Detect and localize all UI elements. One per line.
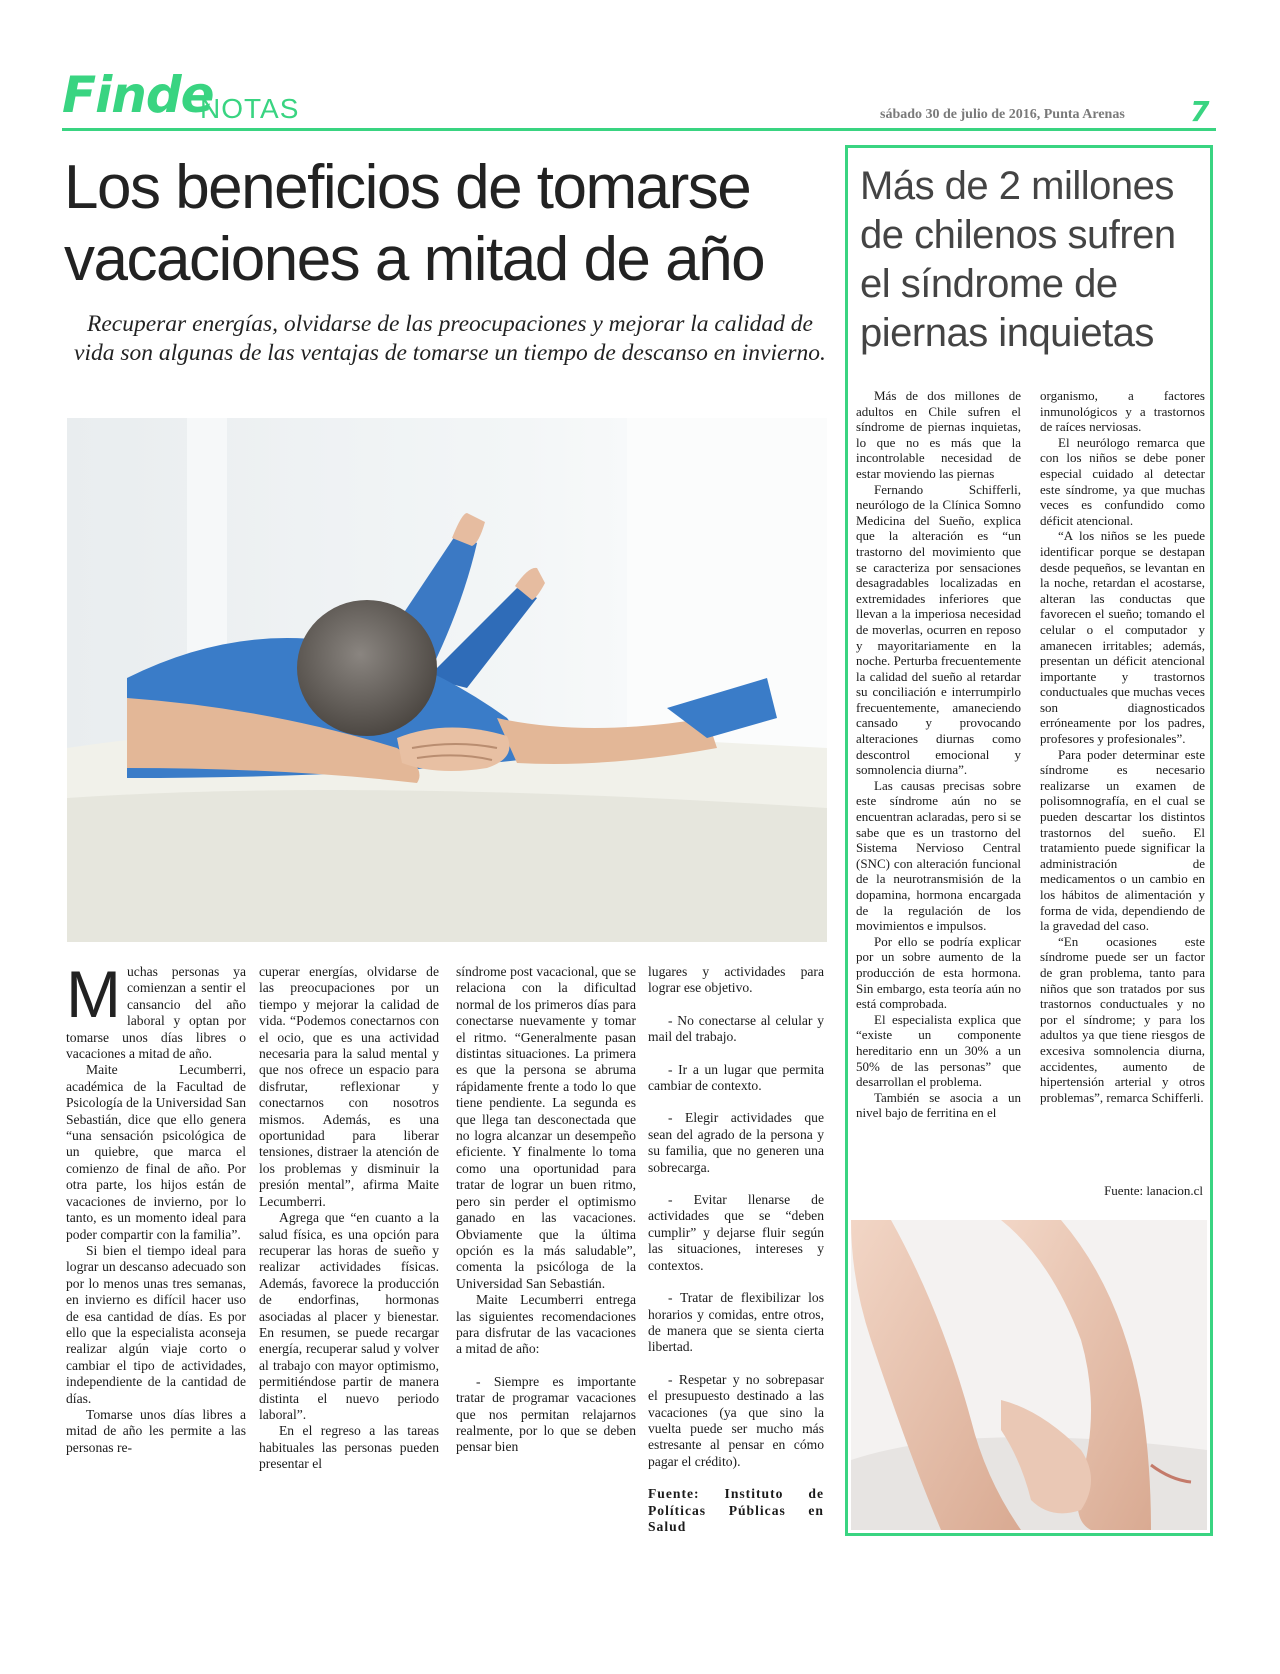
recommendation-item: - Evitar llenarse de actividades que se “deben cumplir” y dejarse fluir según las situaciones, intereses y contextos. (648, 1192, 824, 1273)
sidebar-column-2 (1040, 388, 1205, 1105)
article-column-4 (648, 964, 824, 1535)
article-column-2 (259, 964, 439, 1473)
recommendation-item: - No conectarse al celular y mail del trabajo. (648, 1012, 824, 1045)
article-headline: Los beneficios de tomarse vacaciones a mitad de año (64, 153, 765, 294)
article-photo (67, 418, 827, 942)
paragraph: Las causas precisas sobre este síndrome aún no se encuentran aclaradas, pero si se sabe que es un trastorno del Sistema Nervioso Central (SNC) con alteración funcional de la neurotransmisión de la dopamina, hormona encargada de la regulación de los movimientos e impulsos. (856, 777, 1021, 934)
legs-illustration (851, 1220, 1207, 1530)
paragraph: Maite Lecumberri entrega las siguientes recomendaciones para disfrutar de las vacaciones a mitad de año: (456, 1292, 636, 1357)
paragraph: Más de dos millones de adultos en Chile sufren el síndrome de piernas inquietas, lo que no es más que la incontrolable necesidad de estar moviendo las piernas (856, 388, 1021, 481)
paragraph: En el regreso a las tareas habituales las personas pueden presentar el (259, 1423, 439, 1472)
section-label: NOTAS (200, 93, 300, 124)
article-column-3 (456, 964, 636, 1456)
paragraph: Agrega que “en cuanto a la salud física, es una opción para recuperar las horas de sueño y realizar actividades físicas. Además, favorece la producción de endorfinas, hormonas asociadas al placer y bienestar. En resumen, se puede recargar energía, recuperar salud y volver al trabajo con mayor optimismo, permitiéndose partir de manera distinta el nuevo periodo laboral”. (259, 1210, 439, 1422)
paragraph: Si bien el tiempo ideal para lograr un descanso adecuado son por lo menos unas tres semanas, en invierno es difícil hacer uso de esa cantidad de días. Es por ello que la especialista aconseja realizar algún viaje corto o cambiar el tipo de actividades, independiente de la cantidad de días. (66, 1242, 246, 1406)
paragraph: Maite Lecumberri, académica de la Facultad de Psicología de la Universidad San Sebastián, dice que ello genera “una sensación psicológica de un quiebre, que marca el comienzo de final de año. Por otra parte, los hijos están de vacaciones de invierno, por lo tanto, es un momento ideal para poder compartir con la familia”. (66, 1062, 246, 1242)
header-rule (62, 128, 1216, 131)
paragraph: Tomarse unos días libres a mitad de año les permite a las personas re- (66, 1406, 246, 1455)
recommendation-item: - Tratar de flexibilizar los horarios y comidas, entre otros, de manera que se sienta cierta libertad. (648, 1290, 824, 1355)
paragraph: lugares y actividades para lograr ese objetivo. (648, 964, 824, 996)
paragraph: Por ello se podría explicar por un sobre aumento de la producción de esta hormona. Sin embargo, esta teoría aún no está comprobada. (856, 933, 1021, 1012)
paragraph: organismo, a factores inmunológicos y a trastornos de raíces nerviosas. (1040, 388, 1205, 435)
paragraph: Para poder determinar este síndrome es necesario realizarse un examen de polisomnografía, en el cual se pueden descartar los distintos trastornos del sueño. El tratamiento puede significar la administración de medicamentos o un cambio en los hábitos de alimentación y forma de vida, dependiendo de la gravedad del caso. (1040, 746, 1205, 934)
paragraph: “En ocasiones este síndrome puede ser un factor de gran problema, tanto para niños que son tratados por sus trastornos conductuales y no por el síndrome; y para los adultos ya que tiene riesgos de excesiva somnolencia diurna, accidentes, aumento de hipertensión arterial y otros problemas”, remarca Schifferli. (1040, 933, 1205, 1105)
paragraph: cuperar energías, olvidarse de las preocupaciones por un tiempo y mejorar la calidad de vida. “Podemos conectarnos con el ocio, que es una actividad necesaria para la salud mental y que nos ofrece un espacio para disfrutar, reflexionar y conectarnos con nosotros mismos. Además, es una oportunidad para liberar tensiones, distraer la atención de los problemas y disminuir la presión mental”, afirma Maite Lecumberri. (259, 964, 439, 1209)
relaxing-man-illustration (67, 418, 827, 942)
recommendation-item: - Respetar y no sobrepasar el presupuesto destinado a las vacaciones (ya que sino la vuelta puede ser mucho más estresante al pensar en cómo pagar el crédito). (648, 1371, 824, 1469)
paragraph: También se asocia a un nivel bajo de ferritina en el (856, 1089, 1021, 1121)
paragraph: El especialista explica que “existe un componente hereditario enn un 30% a un 50% de las personas” que desarrollan el problema. (856, 1011, 1021, 1090)
page-number: 7 (1190, 95, 1210, 128)
dateline: sábado 30 de julio de 2016, Punta Arenas (880, 107, 1125, 122)
paragraph: síndrome post vacacional, que se relaciona con la dificultad normal de los primeros días para conectarse nuevamente y tomar el ritmo. “Generalmente pasan distintas situaciones. La primera es que la persona se abruma rápidamente frente a todo lo que tiene pendiente. La segunda es que llega tan desconectada que no logra alcanzar un desempeño eficiente. Y finalmente lo toma como una oportunidad para tratar de lograr un buen ritmo, pero sin perder el optimismo ganado en las vacaciones. Obviamente que la última opción es la más saludable”, comenta la psicóloga de la Universidad San Sebastián. (456, 964, 636, 1291)
recommendation-item: - Elegir actividades que sean del agrado de la persona y su familia, que no generen una sobrecarga. (648, 1110, 824, 1175)
paragraph: uchas personas ya comienzan a sentir el cansancio del año laboral y optan por tomarse unos días libres o vacaciones a mitad de año. (66, 964, 246, 1062)
paragraph: Fernando Schifferli, neurólogo de la Clínica Somno Medicina del Sueño, explica que la alteración es “un trastorno del movimiento que se caracteriza por sensaciones desagradables localizadas en extremidades inferiores que llevan a la imperiosa necesidad de moverlas, ocurren en reposo y mayoritariamente en la noche. Perturba frecuentemente la calidad del sueño al retardar su conciliación e interrumpirlo frecuentemente, amaneciendo cansado y provocando alteraciones diurnas como descontrol emocional y somnolencia diurna”. (856, 481, 1021, 778)
recommendation-item: - Ir a un lugar que permita cambiar de contexto. (648, 1061, 824, 1094)
brand-logo: Finde (62, 66, 214, 124)
sidebar-source: Fuente: lanacion.cl (1104, 1183, 1203, 1198)
paragraph: “A los niños se les puede identificar porque se destapan desde pequeños, se levantan en la noche, retardan el acostarse, alteran las conductas que favorecen el sueño; tomando el celular o el computador y amanecen irritables; además, presentan un déficit atencional importante y trastornos conductuales que muchas veces son diagnosticados erróneamente por los padres, profesores y profesionales”. (1040, 528, 1205, 747)
dropcap: M (66, 957, 121, 1031)
article-deck: Recuperar energías, olvidarse de las preocupaciones y mejorar la calidad de vida son algunas de las ventajas de tomarse un tiempo de descanso en invierno. (74, 311, 826, 366)
sidebar-title: Más de 2 millones de chilenos sufren el síndrome de piernas inquietas (860, 164, 1176, 355)
sidebar-column-1 (856, 388, 1021, 1121)
recommendation-item: - Siempre es importante tratar de programar vacaciones que nos permitan relajarnos realmente, por lo que se deben pensar bien (456, 1373, 636, 1455)
article-column-1 (66, 957, 246, 1456)
paragraph: El neurólogo remarca que con los niños se debe poner especial cuidado al detectar este síndrome, ya que muchas veces es confundido como déficit atencional. (1040, 434, 1205, 528)
article-source: Fuente: Instituto de Políticas Públicas en Salud (648, 1486, 824, 1534)
sidebar-photo (851, 1220, 1207, 1530)
